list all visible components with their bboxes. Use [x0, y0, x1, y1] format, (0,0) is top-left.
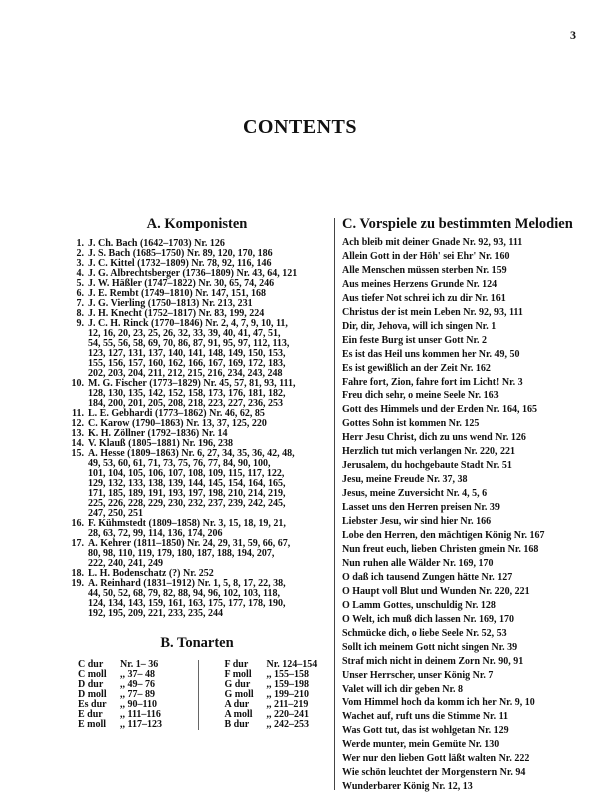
composer-line: J. C. H. Rinck (1770–1846) Nr. 2, 4, 7, 9, 10, 11, [88, 318, 288, 329]
melody-entry: Christus der ist mein Leben Nr. 92, 93, 111 [342, 306, 523, 318]
composer-line: 222, 240, 241, 249 [88, 558, 163, 569]
composer-number: 17. [71, 538, 84, 549]
composer-entry [66, 519, 328, 539]
composer-text [88, 379, 296, 409]
composer-line: 192, 195, 209, 221, 233, 235, 244 [88, 608, 223, 619]
key-range: ,, 242–253 [266, 719, 309, 730]
composer-number: 10. [71, 378, 84, 389]
melody-entry: Dir, dir, Jehova, will ich singen Nr. 1 [342, 320, 497, 332]
page-number: 3 [570, 28, 576, 42]
composer-line: K. H. Zöllner (1792–1836) Nr. 14 [88, 428, 228, 439]
key-range: Nr. 1– 36 [120, 659, 159, 670]
composer-entry [66, 379, 328, 409]
melody-entry: Straf mich nicht in deinem Zorn Nr. 90, 91 [342, 655, 524, 667]
melody-entry: Werde munter, mein Gemüte Nr. 130 [342, 739, 500, 751]
composer-line: 128, 130, 135, 142, 152, 158, 173, 176, 181, 182, [88, 388, 286, 399]
composer-line: J. G. Albrechtsberger (1736–1809) Nr. 43, 64, 121 [88, 268, 298, 279]
melody-entry: Wie schön leuchtet der Morgenstern Nr. 94 [342, 767, 526, 779]
key-name: A dur [224, 699, 250, 710]
composer-number: 4. [76, 268, 84, 279]
melody-entry: Liebster Jesu, wir sind hier Nr. 166 [342, 516, 492, 528]
section-melodies [342, 216, 592, 794]
composer-number: 8. [76, 308, 84, 319]
key-name: A moll [224, 709, 253, 720]
composer-line: J. Ch. Bach (1642–1703) Nr. 126 [88, 238, 225, 249]
composer-line: 124, 134, 143, 159, 161, 163, 175, 177, 178, 190, [88, 598, 286, 609]
composer-number: 14. [71, 438, 84, 449]
melody-entry: Lobe den Herren, den mächtigen König Nr. 167 [342, 530, 545, 542]
composer-line: C. Karow (1790–1863) Nr. 13, 37, 125, 220 [88, 418, 267, 429]
composer-entry [66, 579, 328, 619]
composer-number: 5. [76, 278, 84, 289]
key-name: D dur [78, 679, 104, 690]
section-c-heading: C. Vorspiele zu bestimmten Melodien [342, 216, 573, 232]
key-entry [224, 720, 328, 730]
key-name: E moll [78, 719, 107, 730]
composer-line: L. H. Bodenschatz (?) Nr. 252 [88, 568, 214, 579]
melody-entry: Es ist das Heil uns kommen her Nr. 49, 50 [342, 348, 520, 360]
melody-entry: Ach bleib mit deiner Gnade Nr. 92, 93, 111 [342, 237, 523, 248]
melody-entry: Aus tiefer Not schrei ich zu dir Nr. 161 [342, 292, 506, 304]
composer-entry [66, 319, 328, 379]
composer-line: J. S. Bach (1685–1750) Nr. 89, 120, 170, 186 [88, 248, 273, 259]
composer-list [66, 239, 328, 619]
melody-entry: Sollt ich meinem Gott nicht singen Nr. 39 [342, 641, 518, 653]
melody-entry: Wachet auf, ruft uns die Stimme Nr. 11 [342, 711, 509, 723]
composer-entry [66, 539, 328, 569]
melody-entry: Nun ruhen alle Wälder Nr. 169, 170 [342, 557, 494, 569]
key-range: ,, 220–241 [266, 709, 309, 720]
composer-text [88, 579, 286, 619]
melody-entry: Unser Herrscher, unser König Nr. 7 [342, 669, 494, 681]
key-name: G moll [224, 689, 254, 700]
composer-line: V. Klauß (1805–1881) Nr. 196, 238 [88, 438, 234, 449]
composer-line: 247, 250, 251 [88, 508, 143, 519]
melody-entry: Fahre fort, Zion, fahre fort im Licht! Nr. 3 [342, 376, 523, 388]
key-range: ,, 199–210 [266, 689, 309, 700]
key-name: E dur [78, 709, 103, 720]
melody-entry: Es ist gewißlich an der Zeit Nr. 162 [342, 362, 491, 374]
melody-entry: Freu dich sehr, o meine Seele Nr. 163 [342, 390, 499, 402]
composer-number: 9. [76, 318, 84, 329]
composer-line: J. C. Kittel (1732–1809) Nr. 78, 92, 116, 146 [88, 258, 272, 269]
composer-line: J. H. Knecht (1752–1817) Nr. 83, 199, 224 [88, 308, 265, 319]
key-name: D moll [78, 689, 107, 700]
melody-entry: Wer nur den lieben Gott läßt walten Nr. 222 [342, 753, 530, 765]
composer-line: 101, 104, 105, 106, 107, 108, 109, 115, 117, 122, [88, 468, 285, 479]
composer-line: 129, 132, 133, 138, 139, 144, 145, 154, 164, 165, [88, 478, 286, 489]
composer-line: J. G. Vierling (1750–1813) Nr. 213, 231 [88, 298, 253, 309]
key-name: C dur [78, 659, 104, 670]
page-title: CONTENTS [242, 116, 358, 138]
melody-entry: Jesus, meine Zuversicht Nr. 4, 5, 6 [342, 488, 488, 500]
key-range: ,, 155–158 [266, 669, 309, 680]
composer-text [88, 539, 290, 569]
composer-number: 15. [71, 448, 84, 459]
composer-number: 18. [71, 568, 84, 579]
composer-line: 184, 200, 201, 205, 208, 218, 223, 227, 236, 253 [88, 398, 283, 409]
composer-line: J. E. Rembt (1749–1810) Nr. 147, 151, 168 [88, 288, 266, 299]
composer-number: 16. [71, 518, 84, 529]
melody-entry: Valet will ich dir geben Nr. 8 [342, 683, 464, 695]
melody-entry: Herr Jesu Christ, dich zu uns wend Nr. 126 [342, 432, 526, 444]
melody-entry: O daß ich tausend Zungen hätte Nr. 127 [342, 571, 513, 583]
composer-number: 2. [76, 248, 84, 259]
composer-number: 19. [71, 578, 84, 589]
composer-entry [66, 449, 328, 519]
key-column-left [78, 660, 182, 730]
composer-line: 123, 127, 131, 137, 140, 141, 148, 149, 150, 153, [88, 348, 286, 359]
melody-entry: Gott des Himmels und der Erden Nr. 164, 165 [342, 404, 538, 416]
composer-line: F. Kühmstedt (1809–1858) Nr. 3, 15, 18, 19, 21, [88, 518, 286, 529]
composer-line: A. Kehrer (1811–1850) Nr. 24, 29, 31, 59, 66, 67, [88, 538, 291, 549]
melody-list [342, 236, 592, 794]
composer-number: 6. [76, 288, 84, 299]
composer-line: 80, 98, 110, 119, 179, 180, 187, 188, 194, 207, [88, 548, 275, 559]
melody-entry: Schmücke dich, o liebe Seele Nr. 52, 53 [342, 627, 507, 639]
composer-text [88, 449, 295, 519]
key-name: Es dur [78, 699, 107, 710]
key-name: F moll [224, 669, 252, 680]
melody-entry: Vom Himmel hoch da komm ich her Nr. 9, 10 [342, 697, 535, 709]
composer-line: J. W. Häßler (1747–1822) Nr. 30, 65, 74, 246 [88, 278, 275, 289]
composer-number: 3. [76, 258, 84, 269]
composer-line: 171, 185, 189, 191, 193, 197, 198, 210, 214, 219, [88, 488, 286, 499]
key-range: ,, 211–219 [266, 699, 309, 710]
section-composers-and-keys [66, 216, 328, 730]
key-name: G dur [224, 679, 251, 690]
composer-line: M. G. Fischer (1773–1829) Nr. 45, 57, 81, 93, 111, [88, 378, 296, 389]
composer-line: 155, 156, 157, 160, 162, 166, 167, 169, 172, 183, [88, 358, 286, 369]
key-range: ,, 90–110 [120, 699, 157, 710]
melody-entry: Aus meines Herzens Grunde Nr. 124 [342, 278, 498, 290]
composer-line: A. Reinhard (1831–1912) Nr. 1, 5, 8, 17, 22, 38, [88, 578, 286, 589]
key-range: ,, 159–198 [266, 679, 309, 690]
composer-line: 202, 203, 204, 211, 212, 215, 216, 234, 243, 248 [88, 368, 283, 379]
melody-entry: O Haupt voll Blut und Wunden Nr. 220, 221 [342, 585, 530, 597]
column-divider [198, 660, 199, 730]
key-range: ,, 111–116 [120, 709, 161, 720]
key-range: Nr. 124–154 [266, 659, 318, 670]
composer-line: 44, 50, 52, 68, 79, 82, 88, 94, 96, 102, 103, 118, [88, 588, 280, 599]
composer-line: L. E. Gebhardi (1773–1862) Nr. 46, 62, 85 [88, 408, 265, 419]
melody-entry: O Welt, ich muß dich lassen Nr. 169, 170 [342, 613, 514, 625]
composer-line: 12, 16, 20, 23, 25, 26, 32, 33, 39, 40, 41, 47, 51, [88, 328, 281, 339]
melody-entry: Jerusalem, du hochgebaute Stadt Nr. 51 [342, 460, 512, 472]
melody-entry: Gottes Sohn ist kommen Nr. 125 [342, 418, 480, 430]
key-name: C moll [78, 669, 107, 680]
composer-number: 7. [76, 298, 84, 309]
composer-line: 49, 53, 60, 61, 71, 73, 75, 76, 77, 84, 90, 100, [88, 458, 271, 469]
composer-line: 28, 63, 72, 99, 114, 136, 174, 206 [88, 528, 223, 539]
melody-entry: Allein Gott in der Höh' sei Ehr' Nr. 160 [342, 250, 510, 262]
composer-line: A. Hesse (1809–1863) Nr. 6, 27, 34, 35, 36, 42, 48, [88, 448, 295, 459]
melody-entry: Wunderbarer König Nr. 12, 13 [342, 781, 473, 793]
key-name: F dur [224, 659, 249, 670]
composer-number: 12. [71, 418, 84, 429]
melody-entry: Herzlich tut mich verlangen Nr. 220, 221 [342, 446, 515, 458]
composer-line: 225, 226, 228, 229, 230, 232, 237, 239, 242, 245, [88, 498, 286, 509]
section-a-heading: A. Komponisten [146, 216, 248, 232]
key-range: ,, 37– 48 [120, 669, 155, 680]
melody-entry: Ein feste Burg ist unser Gott Nr. 2 [342, 334, 487, 346]
melody-entry: Was Gott tut, das ist wohlgetan Nr. 129 [342, 725, 509, 737]
section-b-heading: B. Tonarten [160, 635, 234, 651]
composer-number: 13. [71, 428, 84, 439]
melody-entry: Lasset uns den Herren preisen Nr. 39 [342, 502, 500, 514]
key-column-right [224, 660, 328, 730]
composer-text [88, 319, 289, 379]
composer-number: 1. [76, 238, 84, 249]
composer-line: 54, 55, 56, 58, 69, 70, 86, 87, 91, 95, 97, 112, 113, [88, 338, 290, 349]
key-entry [78, 720, 182, 730]
melody-entry: Nun freut euch, lieben Christen gmein Nr. 168 [342, 543, 539, 555]
key-range: ,, 77– 89 [120, 689, 155, 700]
melody-entry: O Lamm Gottes, unschuldig Nr. 128 [342, 599, 496, 611]
composer-text [88, 519, 286, 539]
melody-entry: Alle Menschen müssen sterben Nr. 159 [342, 264, 507, 276]
key-range: ,, 49– 76 [120, 679, 155, 690]
composer-number: 11. [72, 408, 84, 419]
key-table [66, 660, 328, 730]
key-range: ,, 117–123 [120, 719, 162, 730]
melody-entry: Jesu, meine Freude Nr. 37, 38 [342, 474, 468, 486]
key-name: B dur [224, 719, 250, 730]
column-divider [334, 218, 335, 790]
